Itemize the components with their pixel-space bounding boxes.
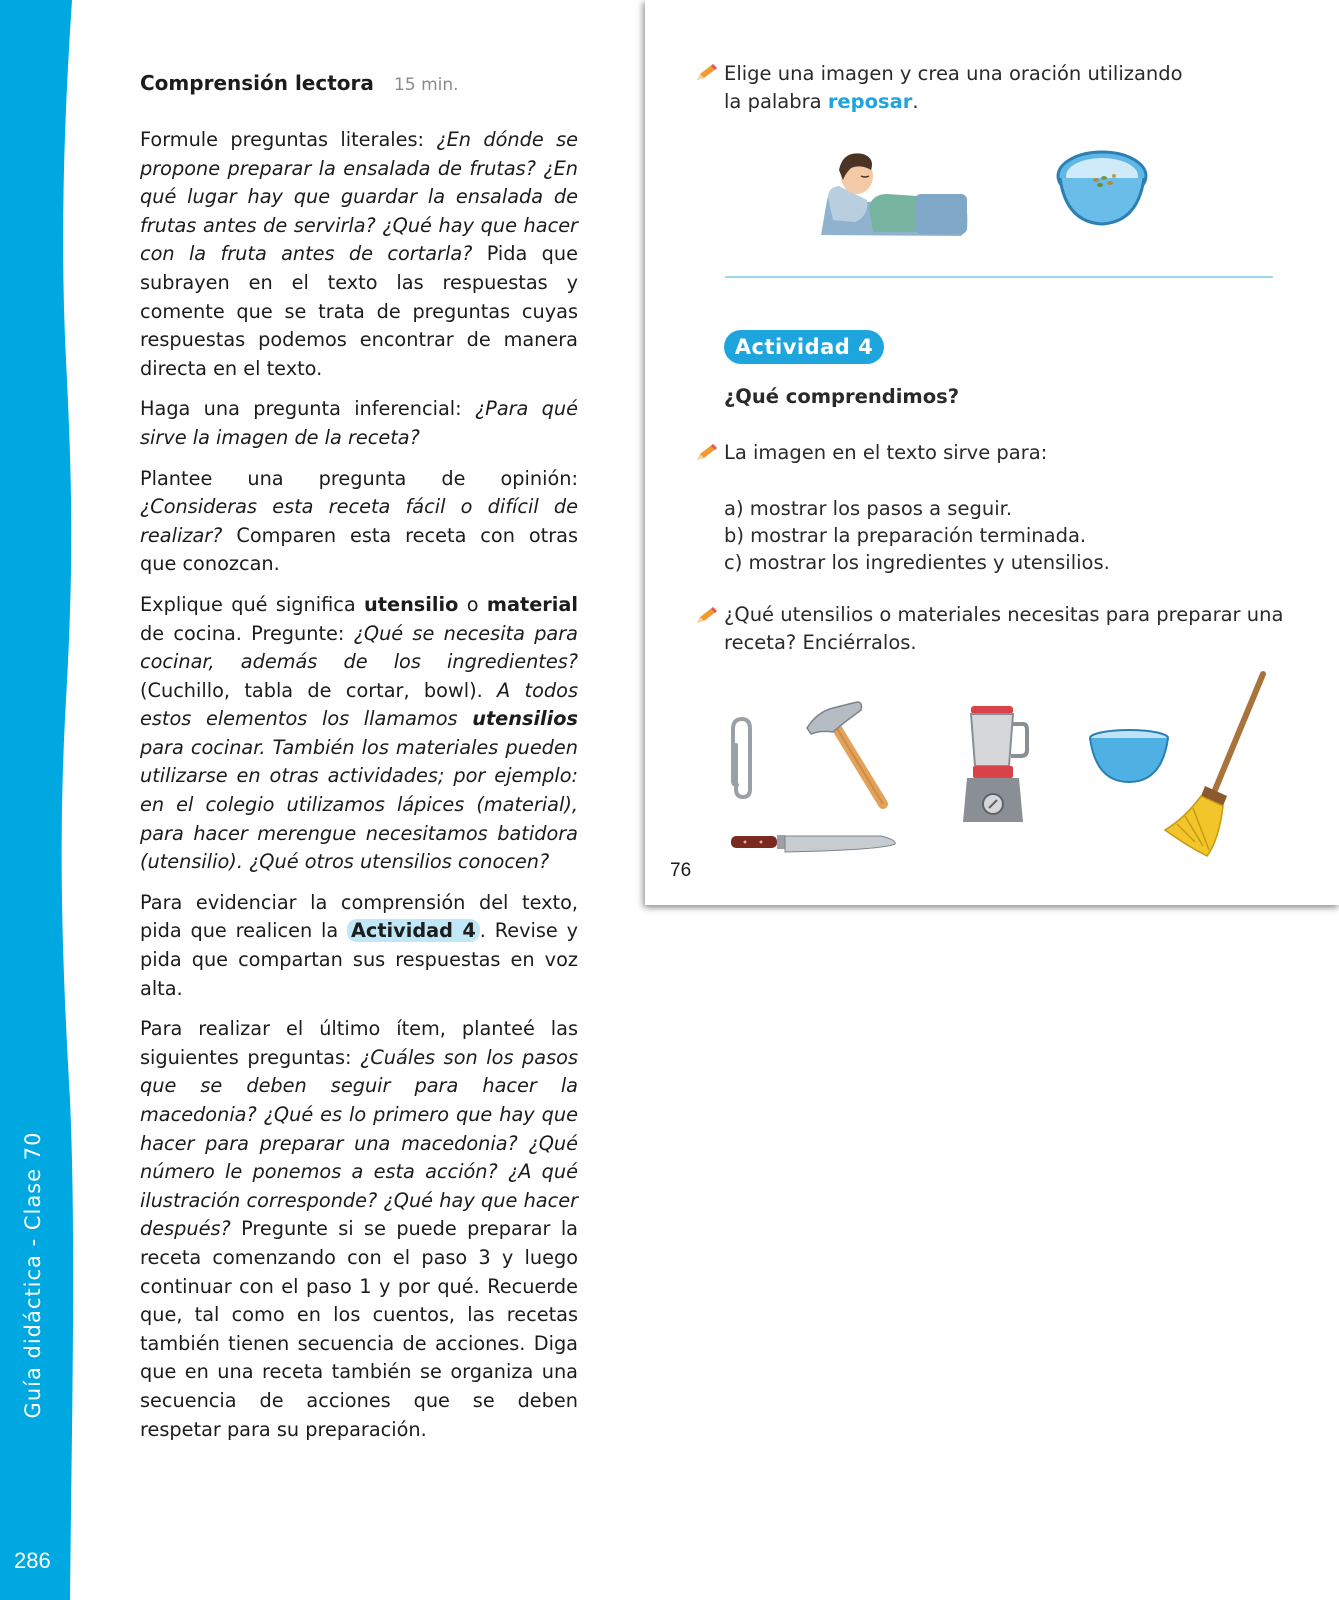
option-c[interactable]: c) mostrar los ingredientes y utensilios. <box>724 551 1110 574</box>
person-resting-icon <box>821 140 971 240</box>
prompt-line-2-end: . <box>912 90 919 113</box>
italic-text: A todos estos elementos los llamamos <box>140 678 578 731</box>
writing-line[interactable] <box>725 276 1273 278</box>
page-number-left: 286 <box>14 1548 51 1573</box>
option-a[interactable]: a) mostrar los pasos a seguir. <box>724 497 1013 520</box>
paragraph-opinion-question <box>140 465 578 579</box>
guide-text-column <box>140 68 578 1456</box>
text-run: Para evidenciar la comprensión del texto, pida que realicen la <box>140 890 578 943</box>
italic-text: ¿Qué se necesita para cocinar, además de los ingredientes? <box>140 621 578 674</box>
text-run: Plantee una pregunta de opinión: <box>140 466 578 490</box>
prompt-line-2 <box>724 90 919 113</box>
paragraph-literal-questions <box>140 126 578 383</box>
italic-text: ¿Para qué sirve la imagen de la receta? <box>140 397 578 449</box>
text-run: Para realizar el último ítem, planteé las siguientes preguntas: <box>140 1017 578 1069</box>
italic-text: ¿Consideras esta receta fácil o difícil de realizar? <box>140 495 578 547</box>
knife-icon[interactable] <box>731 830 897 858</box>
broom-icon[interactable] <box>1163 670 1273 860</box>
italic-text: ¿Cuáles son los pasos que se deben seguir para hacer la macedonia? ¿Qué es lo primero que hay que hacer para preparar una macedonia? ¿Qué número le ponemos a esta acción? ¿A qué ilustración corresponde? ¿Qué hay que hacer después? <box>140 1045 578 1241</box>
question-2-line-2: receta? Enciérralos. <box>724 631 917 654</box>
activity-title: ¿Qué comprendimos? <box>724 385 960 408</box>
bold-term: material <box>486 592 579 616</box>
text-run: de cocina. Pregunte: <box>140 621 354 645</box>
pencil-icon <box>695 442 719 462</box>
pencil-icon <box>695 62 719 82</box>
text-run: . Revise y pida que compartan sus respuestas en voz alta. <box>140 919 578 1000</box>
text-run: Comparen esta receta con otras que conozcan. <box>140 523 578 576</box>
text-run: Pida que subrayen en el texto las respuestas y comente que se trata de preguntas cuyas respuestas podemos encontrar de manera directa en el texto. <box>140 242 578 380</box>
section-header <box>140 68 578 100</box>
text-run: Formule preguntas literales: <box>140 128 437 151</box>
question-1: La imagen en el texto sirve para: <box>724 441 1048 464</box>
text-run: (Cuchillo, tabla de cortar, bowl). <box>140 678 498 702</box>
paragraph-activity <box>140 889 578 1003</box>
paragraph-inferential-question <box>140 395 578 452</box>
bold-term: utensilio <box>364 592 459 616</box>
prompt-line-2-text: la palabra <box>724 90 828 113</box>
activity-badge: Actividad 4 <box>724 330 884 364</box>
paragraph-last-item <box>140 1015 578 1444</box>
text-run: o <box>458 592 487 616</box>
section-title: Comprensión lectora <box>140 71 374 95</box>
text-run: Haga una pregunta inferencial: <box>140 397 475 421</box>
italic-text: para cocinar. También los materiales pueden utilizarse en otras actividades; por ejemplo: en el colegio utilizamos lápices (material), para hacer merengue necesitamos batidora (utensilio). ¿Qué otros utensilios conocen? <box>140 735 578 874</box>
blender-icon[interactable] <box>961 704 1031 824</box>
bold-italic-term: utensilios <box>472 707 578 731</box>
page-number-workbook: 76 <box>670 860 692 881</box>
prompt-line-1: Elige una imagen y crea una oración utilizando <box>724 62 1183 85</box>
text-run: Explique qué significa <box>140 592 365 616</box>
vertical-guide-label: Guía didáctica - Clase 70 <box>21 1131 45 1419</box>
keyword-reposar: reposar <box>827 90 913 113</box>
bowl-with-seeds-icon <box>1056 148 1148 228</box>
italic-text: ¿En dónde se propone preparar la ensalada de frutas? ¿En qué lugar hay que guardar la ensalada de frutas antes de servirla? ¿Qué hay que hacer con la fruta antes de cortarla? <box>140 128 578 266</box>
pencil-icon <box>695 605 719 625</box>
duration-label: 15 min. <box>394 75 459 95</box>
activity-highlight: Actividad 4 <box>347 919 480 942</box>
question-2-line-1: ¿Qué utensilios o materiales necesitas para preparar una <box>724 603 1284 626</box>
workbook-page <box>645 0 1339 905</box>
paperclip-icon[interactable] <box>728 715 758 801</box>
option-b[interactable]: b) mostrar la preparación terminada. <box>724 524 1087 547</box>
hammer-icon[interactable] <box>803 700 893 812</box>
text-run: Pregunte si se puede preparar la receta comenzando con el paso 3 y luego continuar con el paso 1 y por qué. Recuerde que, tal como en los cuentos, las recetas también tienen secuencia de acciones. Diga que en una receta también se organiza una secuencia de acciones que se deben respetar para su preparación. <box>140 1217 578 1441</box>
bowl-icon[interactable] <box>1088 728 1170 784</box>
paragraph-utensils <box>140 591 578 877</box>
